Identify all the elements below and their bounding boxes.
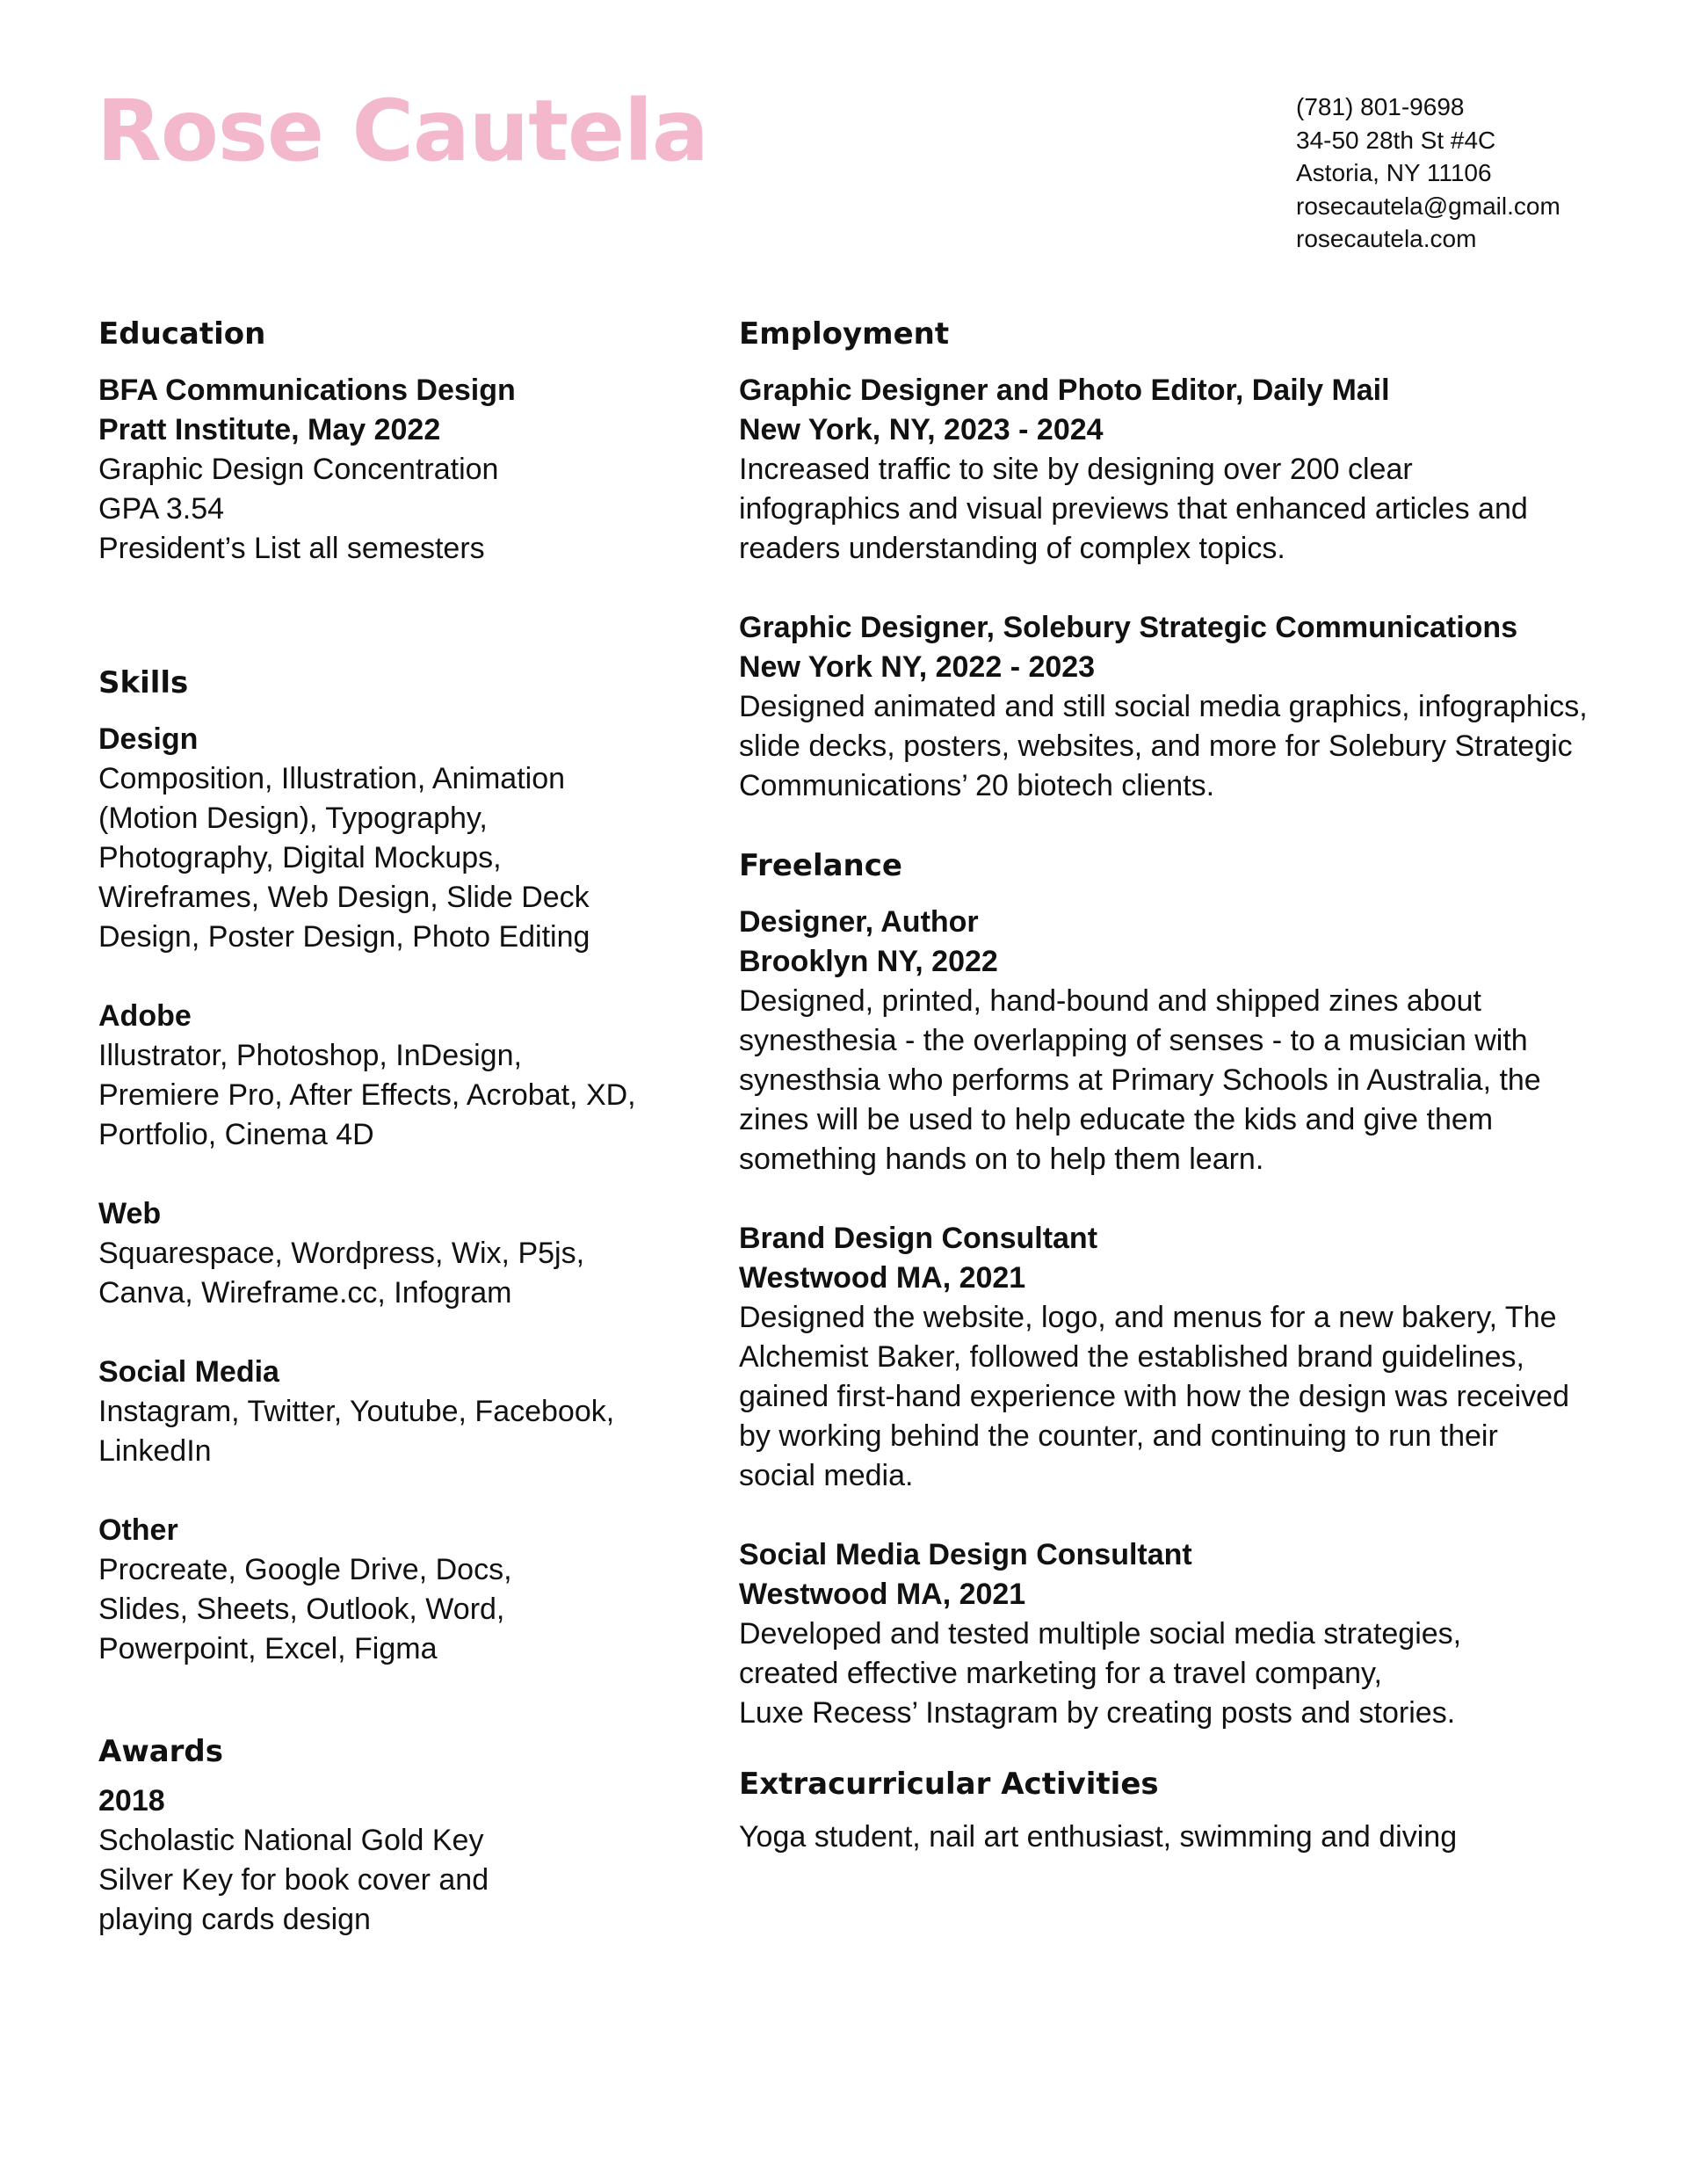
skill-group	[98, 1353, 696, 1471]
job-entry	[739, 371, 1670, 569]
text-line: Instagram, Twitter, Youtube, Facebook,	[98, 1395, 615, 1428]
section-title-education: Education	[98, 316, 266, 352]
skill-group-title: Social Media	[98, 1355, 279, 1389]
text-line: Photography, Digital Mockups,	[98, 841, 502, 874]
text-line: Procreate, Google Drive, Docs,	[98, 1553, 512, 1586]
section-title-skills: Skills	[98, 665, 189, 700]
text-line: Developed and tested multiple social media strategies,	[739, 1617, 1462, 1651]
skill-group-text	[98, 1234, 696, 1313]
job-entry	[739, 903, 1670, 1179]
skill-group-text	[98, 1036, 696, 1155]
job-role: Designer, Author	[739, 905, 979, 939]
awards-section	[98, 1727, 696, 1940]
text-line: Squarespace, Wordpress, Wix, P5js,	[98, 1237, 585, 1270]
text-line: Scholastic National Gold Key	[98, 1824, 484, 1857]
section-title-freelance: Freelance	[739, 848, 902, 883]
job-entry	[739, 1535, 1670, 1733]
skill-group-title: Other	[98, 1513, 178, 1547]
extracurricular-text: Yoga student, nail art enthusiast, swimming and diving	[739, 1820, 1458, 1854]
text-line: LinkedIn	[98, 1434, 212, 1468]
text-line: gained first-hand experience with how the design was received	[739, 1380, 1569, 1413]
section-title-awards: Awards	[98, 1734, 224, 1769]
skill-group-text	[98, 1550, 696, 1669]
text-line: Designed the website, logo, and menus for a new bakery, The	[739, 1301, 1557, 1334]
text-line: Increased traffic to site by designing over 200 clear	[739, 453, 1413, 486]
text-line: readers understanding of complex topics.	[739, 532, 1285, 565]
contact-address-line1: 34-50 28th St #4C	[1296, 126, 1496, 154]
skill-group	[98, 997, 696, 1155]
text-line: (Motion Design), Typography,	[98, 802, 488, 835]
job-entry	[739, 1219, 1670, 1496]
text-line: Alchemist Baker, followed the established brand guidelines,	[739, 1340, 1524, 1374]
text-line: Premiere Pro, After Effects, Acrobat, XD,	[98, 1078, 636, 1112]
job-location: New York NY, 2022 - 2023	[739, 650, 1096, 684]
employment-section	[739, 309, 1670, 806]
job-description	[739, 687, 1670, 806]
text-line: playing cards design	[98, 1903, 371, 1936]
text-line: Slides, Sheets, Outlook, Word,	[98, 1593, 505, 1626]
text-line: Canva, Wireframe.cc, Infogram	[98, 1276, 512, 1310]
skill-group-title: Design	[98, 722, 199, 756]
contact-block	[1296, 91, 1665, 256]
job-location: Brooklyn NY, 2022	[739, 945, 998, 978]
text-line: Illustrator, Photoshop, InDesign,	[98, 1039, 522, 1072]
education-detail: President’s List all semesters	[98, 532, 485, 565]
job-description	[739, 982, 1670, 1179]
text-line: Designed, printed, hand-bound and shipped zines about	[739, 984, 1481, 1018]
skill-group-text	[98, 759, 696, 957]
text-line: Luxe Recess’ Instagram by creating posts and stories.	[739, 1696, 1456, 1730]
text-line: Wireframes, Web Design, Slide Deck	[98, 881, 590, 914]
contact-email: rosecautela@gmail.com	[1296, 192, 1560, 220]
job-location: New York, NY, 2023 - 2024	[739, 413, 1104, 446]
contact-address-line2: Astoria, NY 11106	[1296, 159, 1492, 186]
text-line: social media.	[739, 1459, 914, 1492]
job-description	[739, 450, 1670, 569]
resume-name: Rose Cautela	[97, 82, 708, 180]
education-section	[98, 309, 696, 569]
skill-group-title: Adobe	[98, 999, 192, 1033]
job-location: Westwood MA, 2021	[739, 1578, 1026, 1611]
skill-group-text	[98, 1392, 696, 1471]
skill-group	[98, 1511, 696, 1669]
job-role: Social Media Design Consultant	[739, 1538, 1192, 1571]
skill-group	[98, 1194, 696, 1313]
contact-website: rosecautela.com	[1296, 225, 1477, 252]
job-location: Westwood MA, 2021	[739, 1261, 1026, 1295]
section-title-employment: Employment	[739, 316, 950, 352]
text-line: created effective marketing for a travel company,	[739, 1657, 1382, 1690]
skills-section	[98, 658, 696, 1669]
text-line: by working behind the counter, and continuing to run their	[739, 1419, 1498, 1453]
text-line: Composition, Illustration, Animation	[98, 762, 566, 795]
left-column	[98, 309, 696, 1940]
text-line: synesthsia who performs at Primary Schools in Australia, the	[739, 1063, 1541, 1097]
skill-group	[98, 720, 696, 957]
job-role: Graphic Designer and Photo Editor, Daily Mail	[739, 374, 1390, 407]
extracurricular-section	[739, 1760, 1670, 1857]
section-title-extracurricular: Extracurricular Activities	[739, 1767, 1159, 1802]
text-line: Communications’ 20 biotech clients.	[739, 769, 1215, 802]
award-year: 2018	[98, 1784, 165, 1818]
text-line: slide decks, posters, websites, and more for Solebury Strategic	[739, 729, 1573, 763]
job-description	[739, 1614, 1670, 1733]
text-line: Powerpoint, Excel, Figma	[98, 1632, 438, 1665]
job-role: Brand Design Consultant	[739, 1222, 1098, 1255]
text-line: Portfolio, Cinema 4D	[98, 1118, 374, 1151]
right-column	[739, 309, 1670, 1857]
contact-phone: (781) 801-9698	[1296, 93, 1465, 120]
education-detail: GPA 3.54	[98, 492, 225, 526]
text-line: synesthesia - the overlapping of senses - to a musician with	[739, 1024, 1528, 1057]
award-text	[98, 1821, 696, 1940]
text-line: infographics and visual previews that enhanced articles and	[739, 492, 1528, 526]
education-degree: BFA Communications Design	[98, 374, 516, 407]
job-entry	[739, 608, 1670, 806]
text-line: zines will be used to help educate the kids and give them	[739, 1103, 1494, 1136]
education-detail: Graphic Design Concentration	[98, 453, 499, 486]
text-line: Design, Poster Design, Photo Editing	[98, 920, 590, 954]
text-line: something hands on to help them learn.	[739, 1143, 1264, 1176]
text-line: Silver Key for book cover and	[98, 1863, 489, 1897]
job-description	[739, 1298, 1670, 1496]
text-line: Designed animated and still social media graphics, infographics,	[739, 690, 1588, 723]
freelance-section	[739, 841, 1670, 1733]
education-school: Pratt Institute, May 2022	[98, 413, 441, 446]
skill-group-title: Web	[98, 1197, 162, 1230]
job-role: Graphic Designer, Solebury Strategic Communications	[739, 611, 1518, 644]
